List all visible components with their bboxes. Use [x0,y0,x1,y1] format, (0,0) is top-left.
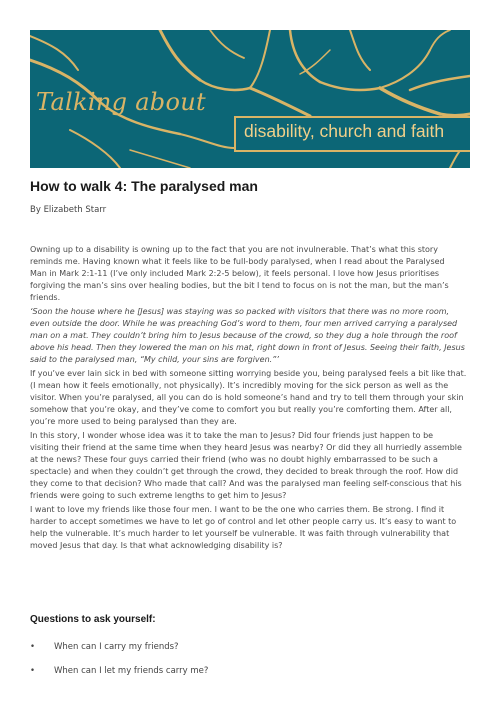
question-text: When can I carry my friends? [54,642,179,652]
paragraph-line: you’re more used to being paralysed than they are. [30,417,237,426]
paragraph [30,504,470,552]
paragraph-line: help the vulnerable. It’s much harder to let yourself be vulnerable. It was faith through vulnerability that [30,529,450,538]
paragraph-line: harder to accept sometimes we have to let go of control and let other people carry us. It’s easy to want to [30,517,457,526]
question-item [30,666,208,676]
paragraph [30,430,470,502]
bullet-icon: • [30,642,36,652]
paragraph-line: ‘Soon the house where he [Jesus] was staying was so packed with visitors that there was no more room, [30,307,450,316]
paragraph-line: visitor. When you’re paralysed, all you can do is hold someone’s hand and try to tell them through your skin [30,393,464,402]
bullet-icon: • [30,666,36,676]
paragraph-line: man on a mat. They couldn’t bring him to Jesus because of the crowd, so they dug a hole through the roof [30,331,457,340]
paragraph-line: I want to love my friends like those four men. I want to be the one who carries them. Be strong. I find it [30,505,445,514]
paragraph-line: Owning up to a disability is owning up to the fact that you are not invulnerable. That’s what this story [30,245,438,254]
header-banner [30,30,470,168]
paragraph-line: reminds me. Having known what it feels like to be full-body paralysed, when I read about the Paralysed [30,257,445,266]
paragraph-line: friends. [30,293,61,302]
paragraph-line: somehow that you’re okay, and they’ve come to comfort you but really you’re comforting them. After all, [30,405,452,414]
paragraph-line: above his head. Then they lowered the man on his mat, right down in front of Jesus. Seeing their faith, Jesus [30,343,465,352]
paragraph [30,368,470,428]
paragraph-line: Man in Mark 2:1-11 (I’ve only included Mark 2:2-5 below), it feels personal. I love how Jesus prioritises [30,269,440,278]
banner-subtitle-box [234,116,470,152]
questions-heading: Questions to ask yourself: [30,614,156,625]
paragraph-line: said to the paralysed man, “My child, your sins are forgiven.”’ [30,355,279,364]
scripture-quote [30,306,470,366]
paragraph-line: they come to that decision? Who made that call? And was the paralysed man feeling self-conscious that his [30,479,462,488]
question-item [30,642,179,652]
paragraph-line: forgiving the man’s sins over healing bodies, but the bit I tend to focus on is not the man, but the man’s [30,281,449,290]
paragraph-line: visiting their friend at the same time when they heard Jesus was nearby? Or did they all hurriedly assemble [30,443,462,452]
paragraph-line: moved Jesus that day. Is that what acknowledging disability is? [30,541,283,550]
paragraph-line: In this story, I wonder whose idea was it to take the man to Jesus? Did four friends just happen to be [30,431,434,440]
paragraph [30,244,470,304]
paragraph-line: (I mean how it feels emotionally, not physically). It’s incredibly moving for the sick person as well as the [30,381,449,390]
paragraph-line: spectacle) and when they couldn’t get through the crowd, they decided to break through the roof. How did [30,467,459,476]
banner-subtitle: disability, church and faith [244,121,445,141]
question-text: When can I let my friends carry me? [54,666,209,676]
paragraph-line: friends were going to such extreme lengths to get him to Jesus? [30,491,287,500]
paragraph-line: If you’ve ever lain sick in bed with someone sitting worrying beside you, being paralysed feels a bit like that. [30,369,467,378]
article-title: How to walk 4: The paralysed man [30,178,258,194]
paragraph-line: even outside the door. While he was preaching God’s word to them, four men arrived carrying a paralysed [30,319,458,328]
paragraph-line: at the news? These four guys carried their friend (who was no doubt highly embarrassed to be such a [30,455,438,464]
article-byline: By Elizabeth Starr [30,205,107,215]
banner-script-title: Talking about [36,88,206,116]
